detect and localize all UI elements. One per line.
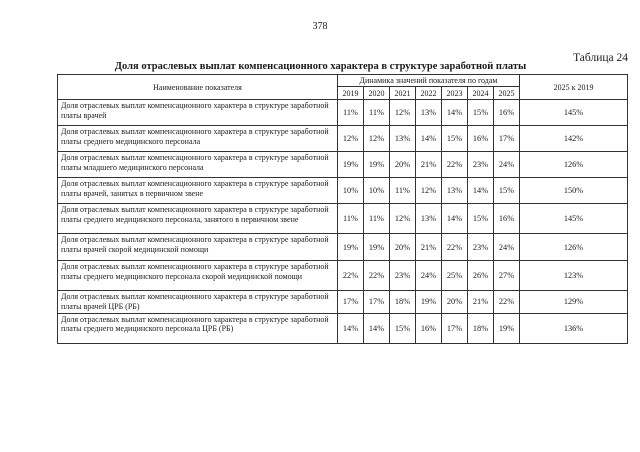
value-cell: 21% xyxy=(468,291,494,314)
value-cell: 10% xyxy=(364,178,390,204)
table-row xyxy=(58,100,628,126)
indicator-name-cell: Доля отраслевых выплат компенсационного характера в структуре заработной платы среднего медицинского персонала скорой медицинской помощи xyxy=(58,261,338,291)
value-cell: 22% xyxy=(494,291,520,314)
value-cell: 24% xyxy=(494,234,520,261)
indicator-name-cell: Доля отраслевых выплат компенсационного характера в структуре заработной платы врачей, занятых в первичном звене xyxy=(58,178,338,204)
value-cell: 24% xyxy=(494,152,520,178)
value-cell: 13% xyxy=(442,178,468,204)
value-cell: 23% xyxy=(468,234,494,261)
ratio-cell: 129% xyxy=(520,291,628,314)
ratio-cell: 150% xyxy=(520,178,628,204)
year-header: 2022 xyxy=(416,87,442,100)
value-cell: 22% xyxy=(442,234,468,261)
value-cell: 13% xyxy=(416,204,442,234)
value-cell: 17% xyxy=(442,313,468,343)
year-header: 2023 xyxy=(442,87,468,100)
year-header: 2020 xyxy=(364,87,390,100)
table-title: Доля отраслевых выплат компенсационного характера в структуре заработной платы xyxy=(114,61,527,72)
table-row xyxy=(58,152,628,178)
value-cell: 23% xyxy=(468,152,494,178)
column-header-dynamics: Динамика значений показателя по годам xyxy=(338,75,520,87)
value-cell: 21% xyxy=(416,152,442,178)
value-cell: 19% xyxy=(338,234,364,261)
value-cell: 21% xyxy=(416,234,442,261)
value-cell: 17% xyxy=(338,291,364,314)
value-cell: 19% xyxy=(364,152,390,178)
value-cell: 27% xyxy=(494,261,520,291)
value-cell: 11% xyxy=(364,204,390,234)
value-cell: 16% xyxy=(468,126,494,152)
indicator-name-cell: Доля отраслевых выплат компенсационного характера в структуре заработной платы врачей ЦРБ (РБ) xyxy=(58,291,338,314)
value-cell: 17% xyxy=(494,126,520,152)
ratio-cell: 145% xyxy=(520,204,628,234)
value-cell: 11% xyxy=(390,178,416,204)
value-cell: 22% xyxy=(364,261,390,291)
value-cell: 19% xyxy=(338,152,364,178)
indicator-name-cell: Доля отраслевых выплат компенсационного характера в структуре заработной платы среднего медицинского персонала xyxy=(58,126,338,152)
value-cell: 18% xyxy=(468,313,494,343)
indicator-name-cell: Доля отраслевых выплат компенсационного характера в структуре заработной платы среднего медицинского персонала, занятого в первичном звене xyxy=(58,204,338,234)
value-cell: 13% xyxy=(390,126,416,152)
table-row xyxy=(58,261,628,291)
value-cell: 15% xyxy=(468,204,494,234)
year-header: 2019 xyxy=(338,87,364,100)
ratio-cell: 142% xyxy=(520,126,628,152)
value-cell: 10% xyxy=(338,178,364,204)
value-cell: 17% xyxy=(364,291,390,314)
value-cell: 16% xyxy=(416,313,442,343)
value-cell: 16% xyxy=(494,100,520,126)
value-cell: 15% xyxy=(442,126,468,152)
value-cell: 12% xyxy=(364,126,390,152)
value-cell: 12% xyxy=(338,126,364,152)
value-cell: 12% xyxy=(416,178,442,204)
table-row xyxy=(58,234,628,261)
table-row xyxy=(58,204,628,234)
value-cell: 22% xyxy=(338,261,364,291)
value-cell: 11% xyxy=(364,100,390,126)
value-cell: 11% xyxy=(338,204,364,234)
value-cell: 20% xyxy=(442,291,468,314)
value-cell: 12% xyxy=(390,204,416,234)
year-header: 2021 xyxy=(390,87,416,100)
indicator-name-cell: Доля отраслевых выплат компенсационного характера в структуре заработной платы среднего медицинского персонала ЦРБ (РБ) xyxy=(58,313,338,343)
value-cell: 14% xyxy=(364,313,390,343)
indicator-name-cell: Доля отраслевых выплат компенсационного характера в структуре заработной платы врачей xyxy=(58,100,338,126)
value-cell: 16% xyxy=(494,204,520,234)
value-cell: 20% xyxy=(390,152,416,178)
value-cell: 11% xyxy=(338,100,364,126)
ratio-cell: 126% xyxy=(520,234,628,261)
value-cell: 14% xyxy=(442,204,468,234)
year-header: 2025 xyxy=(494,87,520,100)
value-cell: 23% xyxy=(390,261,416,291)
value-cell: 20% xyxy=(390,234,416,261)
value-cell: 14% xyxy=(468,178,494,204)
value-cell: 12% xyxy=(390,100,416,126)
value-cell: 25% xyxy=(442,261,468,291)
value-cell: 13% xyxy=(416,100,442,126)
table-row xyxy=(58,178,628,204)
value-cell: 19% xyxy=(416,291,442,314)
header-row xyxy=(58,75,628,87)
value-cell: 24% xyxy=(416,261,442,291)
value-cell: 19% xyxy=(494,313,520,343)
value-cell: 22% xyxy=(442,152,468,178)
value-cell: 18% xyxy=(390,291,416,314)
table-row xyxy=(58,126,628,152)
data-table xyxy=(57,74,628,344)
page-number: 378 xyxy=(312,21,328,32)
value-cell: 14% xyxy=(442,100,468,126)
ratio-cell: 136% xyxy=(520,313,628,343)
table-row xyxy=(58,291,628,314)
ratio-cell: 123% xyxy=(520,261,628,291)
value-cell: 26% xyxy=(468,261,494,291)
value-cell: 15% xyxy=(468,100,494,126)
column-header-ratio: 2025 к 2019 xyxy=(520,75,628,100)
indicator-name-cell: Доля отраслевых выплат компенсационного характера в структуре заработной платы младшего медицинского персонала xyxy=(58,152,338,178)
column-header-name: Наименование показателя xyxy=(58,75,338,100)
value-cell: 19% xyxy=(364,234,390,261)
table-row xyxy=(58,313,628,343)
value-cell: 15% xyxy=(390,313,416,343)
indicator-name-cell: Доля отраслевых выплат компенсационного характера в структуре заработной платы врачей скорой медицинской помощи xyxy=(58,234,338,261)
table-label: Таблица 24 xyxy=(573,52,628,64)
ratio-cell: 126% xyxy=(520,152,628,178)
value-cell: 14% xyxy=(416,126,442,152)
ratio-cell: 145% xyxy=(520,100,628,126)
year-header: 2024 xyxy=(468,87,494,100)
value-cell: 15% xyxy=(494,178,520,204)
value-cell: 14% xyxy=(338,313,364,343)
